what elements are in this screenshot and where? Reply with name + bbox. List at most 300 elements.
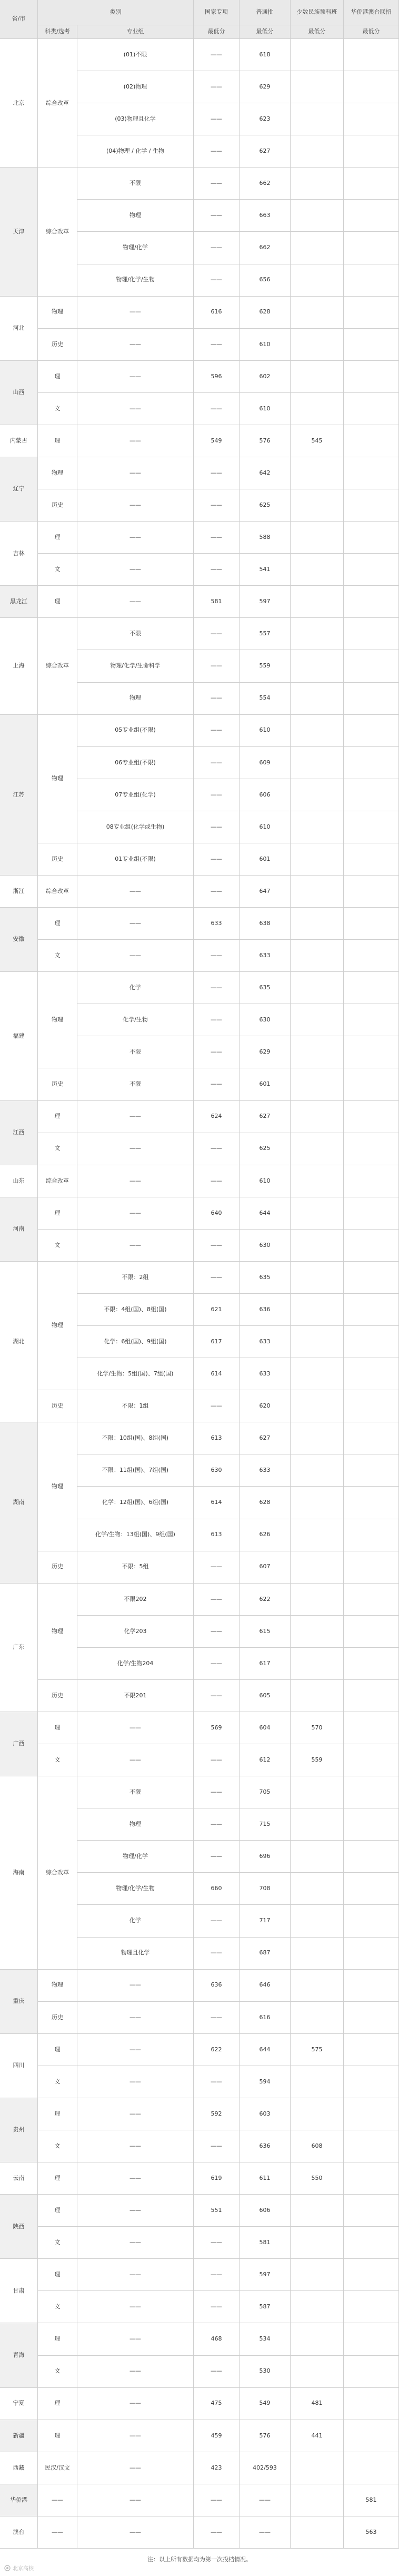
- hkmt-score: [344, 1487, 399, 1519]
- major-group-cell: (01)不限: [77, 39, 194, 71]
- major-group-cell: 化学: [77, 1905, 194, 1937]
- hkmt-score: [344, 329, 399, 361]
- major-group-cell: ——: [77, 329, 194, 361]
- minority-prep-score: [291, 361, 344, 393]
- minority-prep-score: [291, 2227, 344, 2259]
- province-cell: 江西: [0, 1101, 38, 1165]
- national-special-score: ——: [194, 39, 240, 71]
- hkmt-score: [344, 393, 399, 425]
- major-group-cell: ——: [77, 2323, 194, 2355]
- hkmt-score: [344, 1584, 399, 1616]
- hkmt-score: [344, 1551, 399, 1584]
- minority-prep-score: [291, 1004, 344, 1036]
- subject-cell: 文: [38, 2066, 77, 2098]
- hkmt-score: [344, 1905, 399, 1937]
- major-group-cell: ——: [77, 2098, 194, 2130]
- province-cell: 四川: [0, 2034, 38, 2098]
- regular-score: 581: [240, 2227, 291, 2259]
- national-special-score: 617: [194, 1326, 240, 1358]
- hkmt-score: [344, 2259, 399, 2291]
- hkmt-score: [344, 972, 399, 1004]
- major-group-cell: 不限：11组(国)、7组(国): [77, 1454, 194, 1487]
- national-special-score: 581: [194, 586, 240, 618]
- major-group-cell: ——: [77, 1712, 194, 1744]
- minority-prep-score: [291, 1036, 344, 1068]
- minority-prep-score: [291, 1133, 344, 1165]
- hkmt-score: [344, 1776, 399, 1808]
- national-special-score: ——: [194, 1776, 240, 1808]
- regular-score: 663: [240, 200, 291, 232]
- regular-score: 557: [240, 618, 291, 650]
- regular-score: 576: [240, 425, 291, 457]
- hkmt-score: [344, 2066, 399, 2098]
- regular-score: 588: [240, 522, 291, 554]
- regular-score: 610: [240, 393, 291, 425]
- province-cell: 湖南: [0, 1422, 38, 1583]
- major-group-cell: ——: [77, 2388, 194, 2420]
- regular-score: 705: [240, 1776, 291, 1808]
- regular-score: 633: [240, 1326, 291, 1358]
- subject-cell: 民汉/汉文: [38, 2452, 77, 2484]
- minority-prep-score: [291, 71, 344, 103]
- hkmt-score: [344, 2195, 399, 2227]
- major-group-cell: ——: [77, 297, 194, 329]
- hkmt-score: [344, 876, 399, 908]
- regular-score: 609: [240, 747, 291, 779]
- subject-cell: 综合改革: [38, 168, 77, 296]
- province-cell: 广东: [0, 1584, 38, 1712]
- hkmt-score: [344, 135, 399, 168]
- subject-cell: ——: [38, 2484, 77, 2516]
- hkmt-score: [344, 489, 399, 522]
- watermark-logo-icon: [4, 2565, 11, 2571]
- national-special-score: ——: [194, 103, 240, 135]
- major-group-cell: ——: [77, 1165, 194, 1197]
- major-group-cell: ——: [77, 522, 194, 554]
- major-group-cell: 不限：10组(国)、8组(国): [77, 1422, 194, 1454]
- province-cell: 浙江: [0, 876, 38, 908]
- national-special-score: 621: [194, 1294, 240, 1326]
- minority-prep-score: [291, 2002, 344, 2034]
- regular-score: 636: [240, 1294, 291, 1326]
- major-group-cell: 不限201: [77, 1680, 194, 1712]
- national-special-score: ——: [194, 1744, 240, 1776]
- province-cell: 山东: [0, 1165, 38, 1197]
- national-special-score: ——: [194, 135, 240, 168]
- hkmt-score: [344, 2130, 399, 2162]
- major-group-cell: ——: [77, 425, 194, 457]
- hkmt-score: [344, 2034, 399, 2066]
- major-group-cell: ——: [77, 2484, 194, 2516]
- hkmt-score: [344, 168, 399, 200]
- hkmt-score: [344, 2323, 399, 2355]
- header-min-score: 最低分: [344, 25, 399, 39]
- hkmt-score: [344, 618, 399, 650]
- major-group-cell: 不限: [77, 168, 194, 200]
- hkmt-score: [344, 908, 399, 940]
- minority-prep-score: [291, 843, 344, 876]
- regular-score: 646: [240, 1970, 291, 2002]
- province-cell: 安徽: [0, 908, 38, 972]
- hkmt-score: [344, 1358, 399, 1390]
- subject-cell: 文: [38, 2227, 77, 2259]
- major-group-cell: 06专业组(不限): [77, 747, 194, 779]
- hkmt-score: [344, 2356, 399, 2388]
- subject-cell: 理: [38, 586, 77, 618]
- province-cell: 福建: [0, 972, 38, 1100]
- hkmt-score: [344, 1101, 399, 1133]
- major-group-cell: ——: [77, 361, 194, 393]
- regular-score: 576: [240, 2420, 291, 2452]
- national-special-score: 423: [194, 2452, 240, 2484]
- major-group-cell: ——: [77, 586, 194, 618]
- subject-cell: 理: [38, 522, 77, 554]
- hkmt-score: [344, 715, 399, 747]
- minority-prep-score: [291, 1068, 344, 1100]
- regular-score: 610: [240, 329, 291, 361]
- national-special-score: ——: [194, 1808, 240, 1841]
- subject-cell: 文: [38, 1744, 77, 1776]
- province-cell: 山西: [0, 361, 38, 425]
- minority-prep-score: [291, 811, 344, 843]
- minority-prep-score: [291, 908, 344, 940]
- subject-cell: 文: [38, 2130, 77, 2162]
- regular-score: 642: [240, 457, 291, 489]
- regular-score: 615: [240, 1616, 291, 1648]
- hkmt-score: [344, 1230, 399, 1262]
- hkmt-score: [344, 1616, 399, 1648]
- national-special-score: ——: [194, 1551, 240, 1584]
- minority-prep-score: 608: [291, 2130, 344, 2162]
- header-major-group: 专业组: [77, 25, 194, 39]
- national-special-score: 596: [194, 361, 240, 393]
- national-special-score: 614: [194, 1487, 240, 1519]
- major-group-cell: 不限202: [77, 1584, 194, 1616]
- hkmt-score: [344, 586, 399, 618]
- major-group-cell: ——: [77, 908, 194, 940]
- hkmt-score: [344, 1390, 399, 1422]
- hkmt-score: [344, 71, 399, 103]
- province-cell: 北京: [0, 39, 38, 168]
- header-category: 类别: [38, 0, 194, 25]
- province-cell: 新疆: [0, 2420, 38, 2452]
- national-special-score: 551: [194, 2195, 240, 2227]
- national-special-score: 468: [194, 2323, 240, 2355]
- footnote: 注：以上所有数据均为第一次投档情况。: [147, 2556, 252, 2563]
- minority-prep-score: [291, 1262, 344, 1294]
- major-group-cell: ——: [77, 457, 194, 489]
- province-cell: 宁夏: [0, 2388, 38, 2420]
- hkmt-score: [344, 2227, 399, 2259]
- minority-prep-score: [291, 2323, 344, 2355]
- minority-prep-score: [291, 1101, 344, 1133]
- major-group-cell: (04)物理 / 化学 / 生物: [77, 135, 194, 168]
- major-group-cell: ——: [77, 876, 194, 908]
- subject-cell: 理: [38, 2162, 77, 2195]
- regular-score: 625: [240, 489, 291, 522]
- province-cell: 内蒙古: [0, 425, 38, 457]
- regular-score: 602: [240, 361, 291, 393]
- minority-prep-score: [291, 1519, 344, 1551]
- major-group-cell: ——: [77, 2227, 194, 2259]
- minority-prep-score: [291, 1230, 344, 1262]
- regular-score: 554: [240, 683, 291, 715]
- minority-prep-score: 441: [291, 2420, 344, 2452]
- subject-cell: 理: [38, 2195, 77, 2227]
- regular-score: 601: [240, 843, 291, 876]
- major-group-cell: ——: [77, 2195, 194, 2227]
- national-special-score: ——: [194, 232, 240, 264]
- regular-score: 715: [240, 1808, 291, 1841]
- hkmt-score: [344, 39, 399, 71]
- minority-prep-score: [291, 297, 344, 329]
- hkmt-score: [344, 1422, 399, 1454]
- regular-score: 708: [240, 1873, 291, 1905]
- major-group-cell: ——: [77, 2130, 194, 2162]
- national-special-score: 614: [194, 1358, 240, 1390]
- regular-score: 616: [240, 2002, 291, 2034]
- national-special-score: ——: [194, 2227, 240, 2259]
- regular-score: 620: [240, 1390, 291, 1422]
- hkmt-score: 563: [344, 2516, 399, 2549]
- hkmt-score: [344, 1808, 399, 1841]
- major-group-cell: 物理: [77, 1808, 194, 1841]
- subject-cell: 历史: [38, 843, 77, 876]
- national-special-score: ——: [194, 393, 240, 425]
- national-special-score: ——: [194, 1616, 240, 1648]
- national-special-score: 640: [194, 1197, 240, 1230]
- minority-prep-score: [291, 2516, 344, 2549]
- regular-score: 607: [240, 1551, 291, 1584]
- major-group-cell: 不限：4组(国)、8组(国): [77, 1294, 194, 1326]
- minority-prep-score: 575: [291, 2034, 344, 2066]
- province-cell: 天津: [0, 168, 38, 296]
- national-special-score: ——: [194, 1680, 240, 1712]
- hkmt-score: [344, 1165, 399, 1197]
- major-group-cell: 不限：2组: [77, 1262, 194, 1294]
- subject-cell: 历史: [38, 1551, 77, 1584]
- subject-cell: 历史: [38, 2002, 77, 2034]
- province-cell: 华侨港: [0, 2484, 38, 2516]
- national-special-score: 569: [194, 1712, 240, 1744]
- province-cell: 西藏: [0, 2452, 38, 2484]
- minority-prep-score: [291, 1680, 344, 1712]
- province-cell: 贵州: [0, 2098, 38, 2162]
- national-special-score: ——: [194, 200, 240, 232]
- regular-score: 625: [240, 1133, 291, 1165]
- watermark: [4, 2564, 34, 2572]
- regular-score: 662: [240, 232, 291, 264]
- minority-prep-score: [291, 1454, 344, 1487]
- hkmt-score: [344, 1873, 399, 1905]
- hkmt-score: [344, 2452, 399, 2484]
- minority-prep-score: [291, 103, 344, 135]
- subject-cell: 综合改革: [38, 1165, 77, 1197]
- minority-prep-score: [291, 972, 344, 1004]
- major-group-cell: ——: [77, 1744, 194, 1776]
- major-group-cell: ——: [77, 2066, 194, 2098]
- minority-prep-score: [291, 747, 344, 779]
- national-special-score: ——: [194, 71, 240, 103]
- regular-score: 605: [240, 1680, 291, 1712]
- major-group-cell: 物理/化学: [77, 232, 194, 264]
- major-group-cell: 不限: [77, 618, 194, 650]
- major-group-cell: ——: [77, 1101, 194, 1133]
- regular-score: 662: [240, 168, 291, 200]
- subject-cell: 理: [38, 1101, 77, 1133]
- regular-score: 587: [240, 2291, 291, 2323]
- minority-prep-score: [291, 554, 344, 586]
- national-special-score: ——: [194, 1004, 240, 1036]
- major-group-cell: ——: [77, 489, 194, 522]
- minority-prep-score: [291, 1294, 344, 1326]
- national-special-score: ——: [194, 554, 240, 586]
- hkmt-score: [344, 843, 399, 876]
- regular-score: 611: [240, 2162, 291, 2195]
- subject-cell: 理: [38, 2034, 77, 2066]
- minority-prep-score: [291, 618, 344, 650]
- regular-score: 530: [240, 2356, 291, 2388]
- major-group-cell: ——: [77, 2002, 194, 2034]
- minority-prep-score: 545: [291, 425, 344, 457]
- subject-cell: 理: [38, 1712, 77, 1744]
- hkmt-score: [344, 264, 399, 297]
- major-group-cell: ——: [77, 393, 194, 425]
- hkmt-score: [344, 779, 399, 811]
- subject-cell: 综合改革: [38, 39, 77, 168]
- national-special-score: ——: [194, 972, 240, 1004]
- regular-score: 647: [240, 876, 291, 908]
- minority-prep-score: [291, 2195, 344, 2227]
- national-special-score: 630: [194, 1454, 240, 1487]
- minority-prep-score: [291, 135, 344, 168]
- major-group-cell: 07专业组(化学): [77, 779, 194, 811]
- minority-prep-score: [291, 2484, 344, 2516]
- minority-prep-score: [291, 876, 344, 908]
- regular-score: 638: [240, 908, 291, 940]
- national-special-score: 592: [194, 2098, 240, 2130]
- national-special-score: 624: [194, 1101, 240, 1133]
- regular-score: 626: [240, 1519, 291, 1551]
- minority-prep-score: [291, 1808, 344, 1841]
- regular-score: 627: [240, 1101, 291, 1133]
- regular-score: 594: [240, 2066, 291, 2098]
- national-special-score: 459: [194, 2420, 240, 2452]
- minority-prep-score: [291, 39, 344, 71]
- minority-prep-score: 550: [291, 2162, 344, 2195]
- subject-cell: ——: [38, 2516, 77, 2549]
- header-subject: 科类/选考: [38, 25, 77, 39]
- hkmt-score: [344, 1648, 399, 1680]
- hkmt-score: [344, 522, 399, 554]
- hkmt-score: [344, 1004, 399, 1036]
- header-national-special: 国家专项: [194, 0, 240, 25]
- national-special-score: 549: [194, 425, 240, 457]
- major-group-cell: 不限: [77, 1068, 194, 1100]
- hkmt-score: [344, 1133, 399, 1165]
- national-special-score: 475: [194, 2388, 240, 2420]
- subject-cell: 理: [38, 2098, 77, 2130]
- minority-prep-score: [291, 1390, 344, 1422]
- minority-prep-score: [291, 1165, 344, 1197]
- regular-score: 549: [240, 2388, 291, 2420]
- national-special-score: ——: [194, 1905, 240, 1937]
- hkmt-score: [344, 457, 399, 489]
- hkmt-score: [344, 1262, 399, 1294]
- hkmt-score: [344, 1712, 399, 1744]
- national-special-score: ——: [194, 264, 240, 297]
- regular-score: 630: [240, 1230, 291, 1262]
- hkmt-score: [344, 1519, 399, 1551]
- minority-prep-score: [291, 1197, 344, 1230]
- minority-prep-score: [291, 2066, 344, 2098]
- major-group-cell: 01专业组(不限): [77, 843, 194, 876]
- minority-prep-score: [291, 1841, 344, 1873]
- province-cell: 青海: [0, 2323, 38, 2387]
- hkmt-score: [344, 297, 399, 329]
- national-special-score: ——: [194, 2066, 240, 2098]
- regular-score: 612: [240, 1744, 291, 1776]
- regular-score: ——: [240, 2484, 291, 2516]
- hkmt-score: [344, 2420, 399, 2452]
- hkmt-score: [344, 940, 399, 972]
- regular-score: 696: [240, 1841, 291, 1873]
- national-special-score: ——: [194, 843, 240, 876]
- regular-score: 627: [240, 1422, 291, 1454]
- subject-cell: 理: [38, 425, 77, 457]
- national-special-score: ——: [194, 1230, 240, 1262]
- header-min-score: 最低分: [240, 25, 291, 39]
- national-special-score: ——: [194, 1068, 240, 1100]
- regular-score: 633: [240, 1358, 291, 1390]
- province-cell: 吉林: [0, 522, 38, 586]
- major-group-cell: ——: [77, 554, 194, 586]
- minority-prep-score: [291, 715, 344, 747]
- major-group-cell: 05专业组(不限): [77, 715, 194, 747]
- major-group-cell: 化学/生物：5组(国)、7组(国): [77, 1358, 194, 1390]
- minority-prep-score: [291, 1358, 344, 1390]
- regular-score: 601: [240, 1068, 291, 1100]
- national-special-score: 636: [194, 1970, 240, 2002]
- regular-score: 656: [240, 264, 291, 297]
- minority-prep-score: [291, 1422, 344, 1454]
- minority-prep-score: [291, 264, 344, 297]
- national-special-score: ——: [194, 489, 240, 522]
- subject-cell: 理: [38, 2388, 77, 2420]
- national-special-score: 660: [194, 1873, 240, 1905]
- minority-prep-score: 481: [291, 2388, 344, 2420]
- subject-cell: 综合改革: [38, 618, 77, 714]
- minority-prep-score: [291, 586, 344, 618]
- minority-prep-score: [291, 650, 344, 682]
- hkmt-score: [344, 1036, 399, 1068]
- minority-prep-score: [291, 168, 344, 200]
- subject-cell: 历史: [38, 489, 77, 522]
- national-special-score: ——: [194, 779, 240, 811]
- minority-prep-score: [291, 2356, 344, 2388]
- major-group-cell: ——: [77, 2356, 194, 2388]
- subject-cell: 综合改革: [38, 876, 77, 908]
- national-special-score: ——: [194, 1390, 240, 1422]
- minority-prep-score: [291, 1584, 344, 1616]
- regular-score: 633: [240, 1454, 291, 1487]
- regular-score: 618: [240, 39, 291, 71]
- national-special-score: ——: [194, 1584, 240, 1616]
- hkmt-score: [344, 1938, 399, 1970]
- subject-cell: 理: [38, 2259, 77, 2291]
- minority-prep-score: [291, 457, 344, 489]
- major-group-cell: ——: [77, 1133, 194, 1165]
